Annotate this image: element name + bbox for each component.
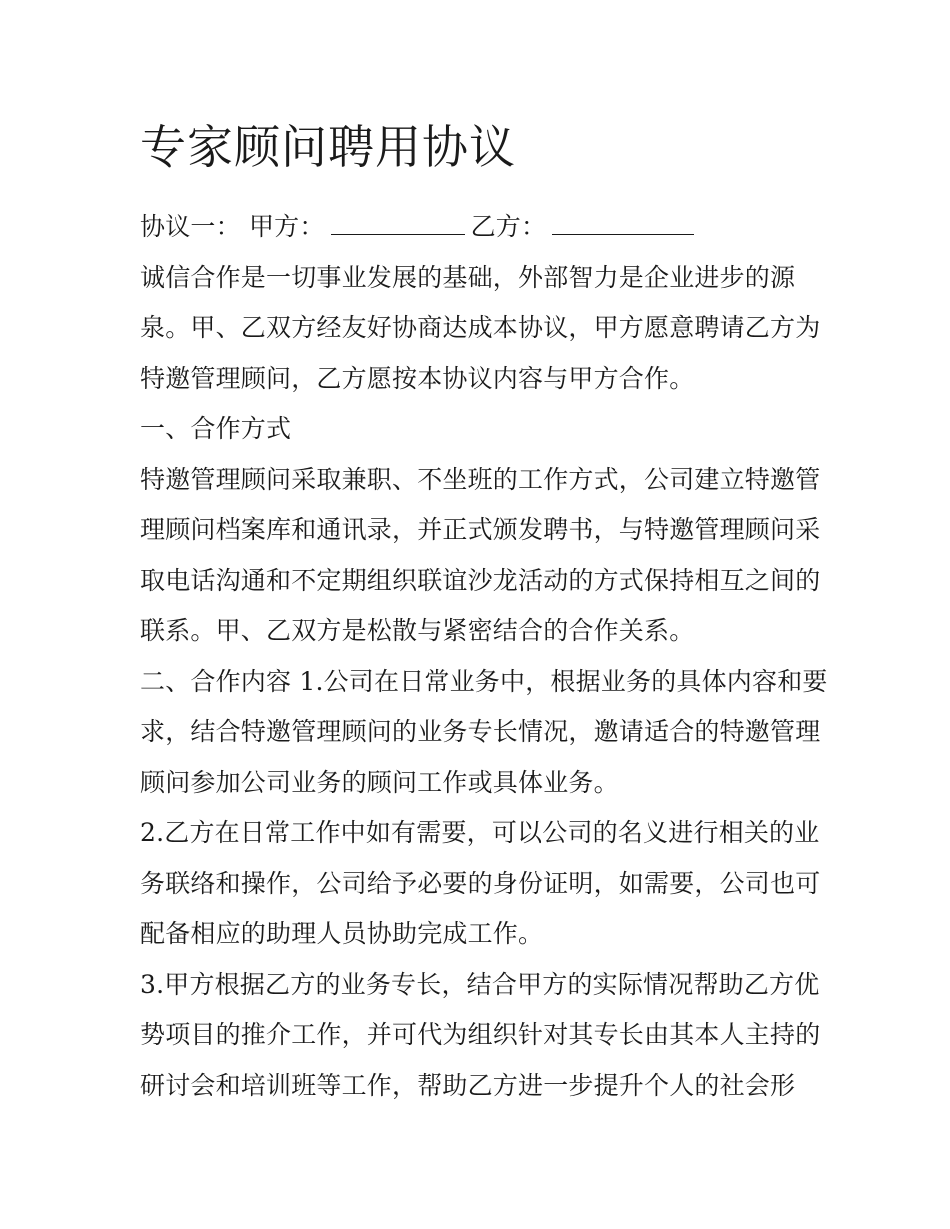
body-line: 配备相应的助理人员协助完成工作。: [140, 919, 544, 948]
body-line: 泉。甲、乙双方经友好协商达成本协议，甲方愿意聘请乙方为: [140, 313, 821, 342]
agreement-label: 协议一：: [140, 212, 241, 241]
party-a-label: 甲方：: [248, 212, 325, 241]
body-line: 3.甲方根据乙方的业务专长，结合甲方的实际情况帮助乙方优: [140, 969, 820, 999]
body-line: 求，结合特邀管理顾问的业务专长情况，邀请适合的特邀管理: [140, 717, 821, 746]
section-heading-cooperation-method: 一、合作方式: [140, 414, 292, 443]
body-line: 研讨会和培训班等工作，帮助乙方进一步提升个人的社会形: [140, 1070, 796, 1100]
agreement-parties-line: [140, 202, 815, 253]
body-line: 诚信合作是一切事业发展的基础，外部智力是企业进步的源: [140, 262, 796, 292]
party-b-blank: [552, 208, 694, 235]
section-heading-cooperation-content: 二、合作内容 1.公司在日常业务中，根据业务的具体内容和要: [140, 666, 828, 696]
document-title: 专家顾问聘用协议: [140, 120, 516, 174]
body-line: 务联络和操作，公司给予必要的身份证明，如需要，公司也可: [140, 868, 821, 898]
body-line: 2.乙方在日常工作中如有需要，可以公司的名义进行相关的业: [140, 818, 820, 847]
party-a-blank: [331, 208, 465, 235]
body-line: 势项目的推介工作，并可代为组织针对其专长由其本人主持的: [140, 1020, 821, 1049]
body-line: 顾问参加公司业务的顾问工作或具体业务。: [140, 767, 619, 797]
body-line: 特邀管理顾问采取兼职、不坐班的工作方式，公司建立特邀管: [140, 464, 821, 494]
body-line: 理顾问档案库和通讯录，并正式颁发聘书，与特邀管理顾问采: [140, 515, 821, 544]
body-line: 联系。甲、乙双方是松散与紧密结合的合作关系。: [140, 616, 695, 645]
body-line: 特邀管理顾问，乙方愿按本协议内容与甲方合作。: [140, 363, 695, 393]
body-line: 取电话沟通和不定期组织联谊沙龙活动的方式保持相互之间的: [140, 565, 821, 595]
document-page: [140, 112, 828, 1111]
party-b-label: 乙方：: [470, 212, 547, 241]
